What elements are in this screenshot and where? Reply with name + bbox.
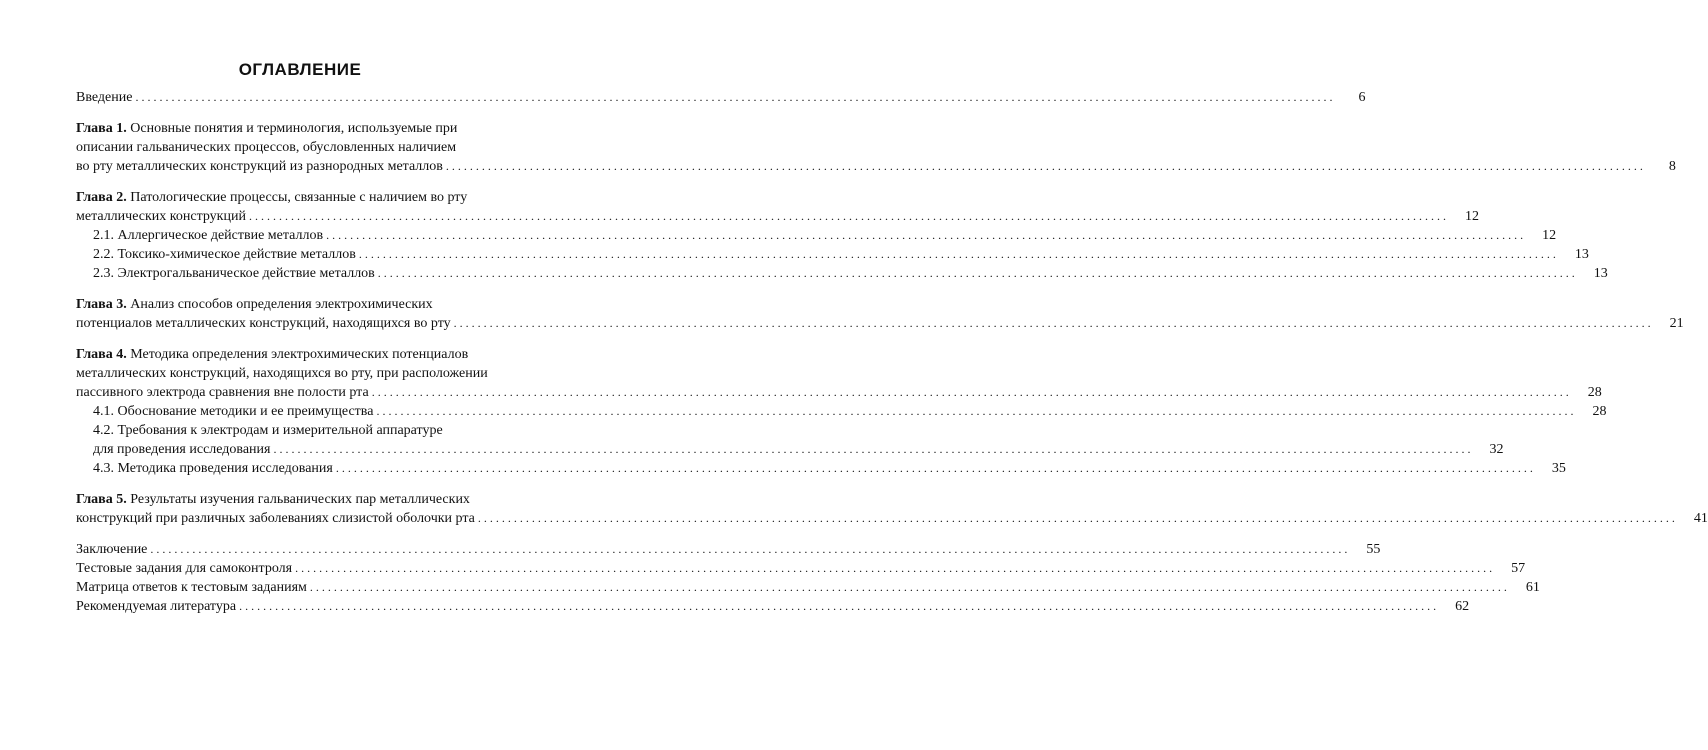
toc-entry-section-2-1[interactable] — [76, 226, 1557, 245]
entry-title-line: Анализ способов определения электрохимических — [130, 297, 433, 312]
entry-title: Матрица ответов к тестовым заданиям — [76, 580, 307, 595]
entry-title-line: металлических конструкций, находящихся во рту, при расположении — [76, 366, 488, 381]
dot-leader: ........................................................................................................................................................................................................ — [453, 316, 1654, 330]
chapter-label: Глава 5. — [76, 492, 127, 507]
table-of-contents — [76, 88, 1708, 616]
entry-title: Рекомендуемая литература — [76, 599, 237, 614]
page-number: 12 — [1542, 228, 1557, 243]
page-number: 12 — [1464, 209, 1479, 224]
toc-entry-chapter-1[interactable] — [76, 119, 1676, 176]
toc-entry-chapter-4[interactable] — [76, 345, 1602, 402]
page-number: 32 — [1489, 442, 1504, 457]
toc-entry-conclusion[interactable] — [76, 540, 1381, 559]
page-number: 6 — [1358, 90, 1366, 105]
dot-leader: ........................................................................................................................................................................................................ — [376, 404, 1577, 418]
dot-leader: ........................................................................................................................................................................................................ — [445, 159, 1646, 173]
entry-title-line: конструкций при различных заболеваниях слизистой оболочки рта — [76, 511, 475, 526]
page-title: ОГЛАВЛЕНИЕ — [238, 60, 362, 79]
entry-title-line: Основные понятия и терминология, используемые при — [130, 121, 458, 136]
entry-title-line: Патологические процессы, связанные с наличием во рту — [130, 190, 468, 205]
page-number: 13 — [1574, 247, 1589, 262]
page-number: 28 — [1587, 385, 1602, 400]
entry-title-line: пассивного электрода сравнения вне полости рта — [76, 385, 369, 400]
entry-title-line: Методика определения электрохимических потенциалов — [130, 347, 469, 362]
toc-entry-chapter-3[interactable] — [76, 295, 1684, 333]
chapter-label: Глава 4. — [76, 347, 127, 362]
toc-entry-section-4-3[interactable] — [76, 459, 1566, 478]
toc-entry-section-4-2[interactable] — [76, 421, 1504, 459]
dot-leader: ........................................................................................................................................................................................................ — [239, 599, 1440, 613]
dot-leader: ........................................................................................................................................................................................................ — [358, 247, 1559, 261]
page-number: 8 — [1668, 159, 1676, 174]
dot-leader: ........................................................................................................................................................................................................ — [371, 385, 1572, 399]
entry-title: 2.3. Электрогальваническое действие металлов — [93, 266, 375, 281]
toc-entry-references[interactable] — [76, 597, 1470, 616]
entry-title-line: во рту металлических конструкций из разнородных металлов — [76, 159, 443, 174]
entry-title-line: металлических конструкций — [76, 209, 246, 224]
toc-entry-chapter-2[interactable] — [76, 188, 1479, 226]
entry-title-line: Результаты изучения гальванических пар металлических — [130, 492, 470, 507]
dot-leader: ........................................................................................................................................................................................................ — [377, 266, 1578, 280]
page-number: 21 — [1669, 316, 1684, 331]
entry-title: Заключение — [76, 542, 148, 557]
entry-title: 4.3. Методика проведения исследования — [93, 461, 333, 476]
toc-entry-self-test[interactable] — [76, 559, 1526, 578]
dot-leader: ........................................................................................................................................................................................................ — [248, 209, 1449, 223]
dot-leader: ........................................................................................................................................................................................................ — [135, 90, 1336, 104]
dot-leader: ........................................................................................................................................................................................................ — [477, 511, 1678, 525]
dot-leader: ........................................................................................................................................................................................................ — [273, 442, 1474, 456]
entry-title: 2.1. Аллергическое действие металлов — [93, 228, 324, 243]
page-number: 28 — [1592, 404, 1607, 419]
toc-entry-section-2-2[interactable] — [76, 245, 1589, 264]
page-number: 62 — [1455, 599, 1470, 614]
toc-entry-answer-matrix[interactable] — [76, 578, 1540, 597]
page-number: 13 — [1593, 266, 1608, 281]
entry-title-line: описании гальванических процессов, обусловленных наличием — [76, 140, 457, 155]
dot-leader: ........................................................................................................................................................................................................ — [335, 461, 1536, 475]
dot-leader: ........................................................................................................................................................................................................ — [295, 561, 1496, 575]
dot-leader: ........................................................................................................................................................................................................ — [309, 580, 1510, 594]
toc-entry-section-2-3[interactable] — [76, 264, 1608, 283]
page-number: 41 — [1693, 511, 1708, 526]
entry-title-line: 4.2. Требования к электродам и измерительной аппаратуре — [93, 423, 443, 438]
chapter-label: Глава 2. — [76, 190, 127, 205]
entry-title: Тестовые задания для самоконтроля — [76, 561, 293, 576]
page-number: 61 — [1525, 580, 1540, 595]
dot-leader: ........................................................................................................................................................................................................ — [326, 228, 1527, 242]
entry-title: 4.1. Обоснование методики и ее преимущества — [93, 404, 374, 419]
page-number: 55 — [1366, 542, 1381, 557]
chapter-label: Глава 3. — [76, 297, 127, 312]
entry-title-line: для проведения исследования — [93, 442, 271, 457]
entry-title-line: потенциалов металлических конструкций, находящихся во рту — [76, 316, 451, 331]
dot-leader: ........................................................................................................................................................................................................ — [150, 542, 1351, 556]
toc-entry-chapter-5[interactable] — [76, 490, 1708, 528]
page-number: 57 — [1511, 561, 1526, 576]
toc-entry-introduction[interactable] — [76, 88, 1366, 107]
entry-title: Введение — [76, 90, 133, 105]
chapter-label: Глава 1. — [76, 121, 127, 136]
page-number: 35 — [1551, 461, 1566, 476]
entry-title: 2.2. Токсико-химическое действие металлов — [93, 247, 356, 262]
toc-entry-section-4-1[interactable] — [76, 402, 1607, 421]
